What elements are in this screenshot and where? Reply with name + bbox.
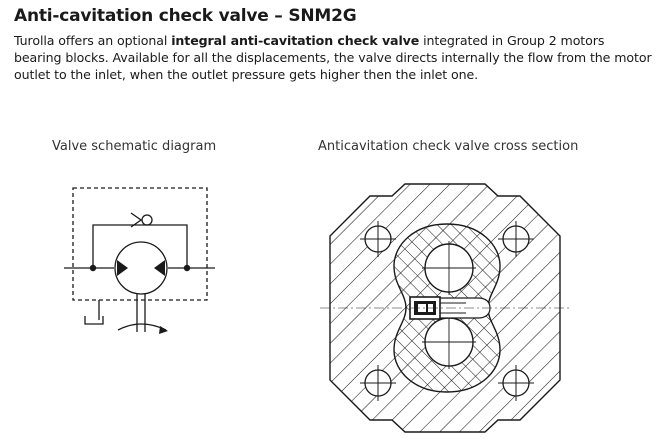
- description-text-1: Turolla offers an optional: [14, 33, 172, 48]
- cross-section-caption: Anticavitation check valve cross section: [318, 139, 579, 154]
- description-text-2: integrated in Group 2 motors bearing blocks. Available for all the displacements, the valve directs internally the flow from the motor outlet to the inlet, when the outlet pressure gets higher then the inlet one.: [14, 33, 652, 82]
- schematic-caption: Valve schematic diagram: [52, 139, 217, 154]
- description-emphasis: integral anti-cavitation check valve: [171, 33, 420, 48]
- page-title: Anti-cavitation check valve – SNM2G: [14, 6, 357, 26]
